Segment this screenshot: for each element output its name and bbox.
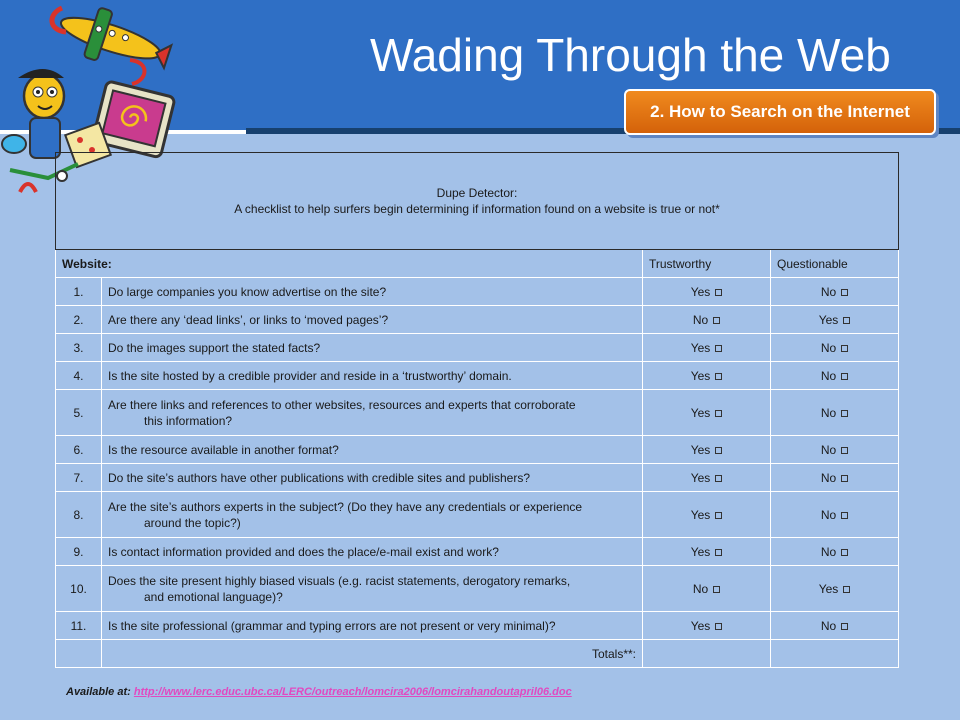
row-number: 5. [56, 390, 102, 436]
questionable-answer[interactable] [771, 436, 899, 464]
checklist-row [56, 538, 899, 566]
answer-label: No [820, 442, 837, 457]
answer-label: No [692, 581, 709, 596]
question-text: Are there any ‘dead links’, or links to ‘moved pages’? [108, 312, 389, 327]
trustworthy-answer[interactable] [643, 612, 771, 640]
source-footer [66, 686, 572, 698]
row-number: 1. [56, 278, 102, 306]
column-header-row [56, 250, 899, 278]
question-text-continued: this information? [144, 413, 233, 428]
answer-label: No [692, 312, 709, 327]
column-header-questionable: Questionable [771, 250, 899, 278]
totals-row [56, 640, 899, 668]
checkbox-icon[interactable] [841, 447, 848, 454]
answer-label: Yes [690, 405, 711, 420]
question-text: Is the resource available in another format? [108, 442, 339, 457]
checklist-row [56, 566, 899, 612]
row-question [102, 334, 643, 362]
row-question [102, 566, 643, 612]
checkbox-icon[interactable] [715, 447, 722, 454]
answer-label: Yes [690, 618, 711, 633]
question-text: Do the images support the stated facts? [108, 340, 321, 355]
totals-spacer [56, 640, 102, 668]
questionable-answer[interactable] [771, 278, 899, 306]
checklist-row [56, 492, 899, 538]
checkbox-icon[interactable] [715, 373, 722, 380]
answer-label: No [820, 284, 837, 299]
checkbox-icon[interactable] [841, 475, 848, 482]
checklist-row [56, 278, 899, 306]
checklist-row [56, 306, 899, 334]
trustworthy-answer[interactable] [643, 566, 771, 612]
checkbox-icon[interactable] [715, 549, 722, 556]
row-number: 8. [56, 492, 102, 538]
question-text: Are there links and references to other websites, resources and experts that corroborate [108, 397, 576, 412]
row-question [102, 362, 643, 390]
section-subtitle: 2. How to Search on the Internet [624, 89, 936, 135]
row-number: 2. [56, 306, 102, 334]
trustworthy-answer[interactable] [643, 334, 771, 362]
questionable-answer[interactable] [771, 566, 899, 612]
answer-label: Yes [690, 442, 711, 457]
trustworthy-answer[interactable] [643, 362, 771, 390]
row-question [102, 436, 643, 464]
checkbox-icon[interactable] [841, 289, 848, 296]
row-question [102, 612, 643, 640]
row-number: 7. [56, 464, 102, 492]
checkbox-icon[interactable] [715, 410, 722, 417]
answer-label: Yes [690, 368, 711, 383]
question-text-continued: around the topic?) [144, 515, 241, 530]
checkbox-icon[interactable] [841, 623, 848, 630]
questionable-answer[interactable] [771, 362, 899, 390]
answer-label: No [820, 507, 837, 522]
question-text: Do large companies you know advertise on the site? [108, 284, 387, 299]
checklist-row [56, 390, 899, 436]
questionable-answer[interactable] [771, 334, 899, 362]
checkbox-icon[interactable] [715, 475, 722, 482]
checkbox-icon[interactable] [843, 317, 850, 324]
trustworthy-answer[interactable] [643, 464, 771, 492]
trustworthy-answer[interactable] [643, 538, 771, 566]
checkbox-icon[interactable] [841, 345, 848, 352]
trustworthy-answer[interactable] [643, 436, 771, 464]
checklist-row [56, 436, 899, 464]
row-question [102, 464, 643, 492]
checkbox-icon[interactable] [841, 512, 848, 519]
answer-label: Yes [690, 507, 711, 522]
questionable-answer[interactable] [771, 538, 899, 566]
row-number: 3. [56, 334, 102, 362]
checkbox-icon[interactable] [715, 289, 722, 296]
row-number: 4. [56, 362, 102, 390]
checkbox-icon[interactable] [713, 317, 720, 324]
answer-label: No [820, 368, 837, 383]
trustworthy-answer[interactable] [643, 390, 771, 436]
answer-label: Yes [818, 312, 839, 327]
checkbox-icon[interactable] [841, 373, 848, 380]
trustworthy-answer[interactable] [643, 306, 771, 334]
row-question [102, 278, 643, 306]
row-number: 6. [56, 436, 102, 464]
answer-label: Yes [690, 284, 711, 299]
answer-label: No [820, 470, 837, 485]
checkbox-icon[interactable] [713, 586, 720, 593]
checklist-header [56, 153, 899, 250]
question-text: Is the site professional (grammar and typing errors are not present or very minimal)? [108, 618, 556, 633]
questionable-answer[interactable] [771, 492, 899, 538]
row-number: 11. [56, 612, 102, 640]
questionable-answer[interactable] [771, 612, 899, 640]
answer-label: Yes [690, 544, 711, 559]
totals-label: Totals**: [102, 640, 643, 668]
question-text: Are the site’s authors experts in the subject? (Do they have any credentials or experience [108, 499, 583, 514]
answer-label: Yes [690, 470, 711, 485]
checklist-heading: Dupe Detector: [436, 186, 518, 200]
checkbox-icon[interactable] [715, 623, 722, 630]
row-question [102, 492, 643, 538]
trustworthy-answer[interactable] [643, 278, 771, 306]
row-number: 9. [56, 538, 102, 566]
source-link[interactable]: http://www.lerc.educ.ubc.ca/LERC/outreach/lomcira2006/lomcirahandoutapril06.doc [133, 686, 572, 698]
answer-label: No [820, 405, 837, 420]
checklist-row [56, 612, 899, 640]
totals-trustworthy[interactable] [643, 640, 771, 668]
questionable-answer[interactable] [771, 390, 899, 436]
column-header-website: Website: [56, 250, 643, 278]
questionable-answer[interactable] [771, 306, 899, 334]
question-text: Is contact information provided and does the place/e-mail exist and work? [108, 544, 499, 559]
answer-label: No [820, 544, 837, 559]
question-text: Do the site’s authors have other publications with credible sites and publishers? [108, 470, 531, 485]
question-text-continued: and emotional language)? [144, 589, 283, 604]
answer-label: No [820, 340, 837, 355]
checkbox-icon[interactable] [843, 586, 850, 593]
checklist-row [56, 464, 899, 492]
questionable-answer[interactable] [771, 464, 899, 492]
answer-label: Yes [818, 581, 839, 596]
checklist-description: A checklist to help surfers begin determining if information found on a website is true or not* [234, 202, 720, 216]
checkbox-icon[interactable] [715, 512, 722, 519]
checkbox-icon[interactable] [841, 410, 848, 417]
question-text: Is the site hosted by a credible provider and reside in a ‘trustworthy’ domain. [108, 368, 512, 383]
checklist-header-row [56, 153, 899, 250]
row-number: 10. [56, 566, 102, 612]
row-question [102, 306, 643, 334]
totals-questionable[interactable] [771, 640, 899, 668]
answer-label: No [820, 618, 837, 633]
dupe-detector-checklist [55, 152, 899, 668]
row-question [102, 390, 643, 436]
column-header-trustworthy: Trustworthy [643, 250, 771, 278]
trustworthy-answer[interactable] [643, 492, 771, 538]
checklist-row [56, 334, 899, 362]
source-prefix: Available at: [66, 686, 134, 698]
page-title: Wading Through the Web [370, 29, 891, 81]
checklist-row [56, 362, 899, 390]
question-text: Does the site present highly biased visuals (e.g. racist statements, derogatory remarks, [108, 573, 571, 588]
row-question [102, 538, 643, 566]
checkbox-icon[interactable] [715, 345, 722, 352]
checkbox-icon[interactable] [841, 549, 848, 556]
answer-label: Yes [690, 340, 711, 355]
